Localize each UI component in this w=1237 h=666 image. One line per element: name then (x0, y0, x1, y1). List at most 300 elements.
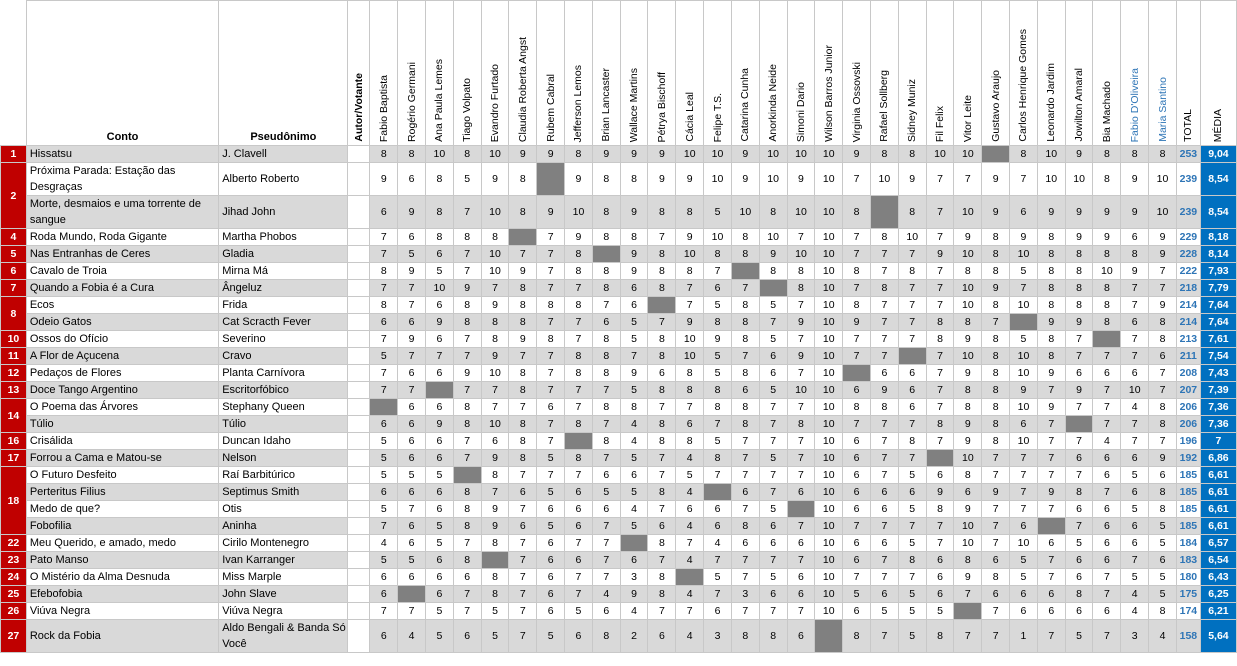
score-cell[interactable]: 6 (648, 365, 676, 382)
conto-cell[interactable]: O Mistério da Alma Desnuda (26, 569, 218, 586)
score-cell[interactable]: 7 (759, 552, 787, 569)
score-cell[interactable]: 9 (787, 348, 815, 365)
total-cell[interactable]: 206 (1176, 399, 1200, 416)
score-cell[interactable]: 9 (676, 314, 704, 331)
score-cell[interactable]: 7 (898, 331, 926, 348)
score-cell[interactable]: 9 (1149, 246, 1177, 263)
self-vote-blank-cell[interactable] (370, 399, 398, 416)
total-cell[interactable]: 192 (1176, 450, 1200, 467)
score-cell[interactable]: 4 (1121, 399, 1149, 416)
header-voter[interactable] (1149, 1, 1177, 146)
score-cell[interactable]: 6 (1065, 501, 1093, 518)
score-cell[interactable]: 10 (676, 246, 704, 263)
score-cell[interactable]: 6 (370, 314, 398, 331)
score-cell[interactable]: 7 (843, 348, 871, 365)
rank-cell[interactable]: 11 (1, 348, 27, 365)
score-cell[interactable]: 6 (1149, 552, 1177, 569)
self-vote-blank-cell[interactable] (870, 196, 898, 229)
score-cell[interactable]: 9 (1121, 163, 1149, 196)
score-cell[interactable]: 8 (509, 196, 537, 229)
score-cell[interactable]: 5 (565, 603, 593, 620)
score-cell[interactable]: 5 (898, 603, 926, 620)
score-cell[interactable]: 4 (704, 535, 732, 552)
total-cell[interactable]: 174 (1176, 603, 1200, 620)
score-cell[interactable]: 7 (1149, 433, 1177, 450)
score-cell[interactable]: 8 (592, 620, 620, 653)
header-voter[interactable] (843, 1, 871, 146)
score-cell[interactable]: 7 (509, 603, 537, 620)
pseudonimo-cell[interactable]: Duncan Idaho (219, 433, 348, 450)
score-cell[interactable]: 7 (648, 314, 676, 331)
header-voter[interactable] (1065, 1, 1093, 146)
score-cell[interactable]: 7 (1065, 518, 1093, 535)
score-cell[interactable]: 9 (954, 229, 982, 246)
score-cell[interactable]: 6 (1037, 586, 1065, 603)
score-cell[interactable]: 8 (787, 280, 815, 297)
score-cell[interactable]: 8 (1093, 146, 1121, 163)
score-cell[interactable]: 8 (592, 229, 620, 246)
score-cell[interactable]: 6 (537, 603, 565, 620)
score-cell[interactable]: 8 (1149, 314, 1177, 331)
score-cell[interactable]: 8 (565, 450, 593, 467)
score-cell[interactable]: 8 (731, 620, 759, 653)
autor-votante-cell[interactable] (348, 501, 370, 518)
score-cell[interactable]: 5 (398, 552, 426, 569)
score-cell[interactable]: 10 (926, 146, 954, 163)
media-cell[interactable]: 9,04 (1200, 146, 1236, 163)
score-cell[interactable]: 8 (1149, 331, 1177, 348)
rank-cell[interactable]: 22 (1, 535, 27, 552)
score-cell[interactable]: 6 (898, 484, 926, 501)
score-cell[interactable]: 7 (787, 365, 815, 382)
score-cell[interactable]: 7 (1010, 484, 1038, 501)
score-cell[interactable]: 7 (870, 450, 898, 467)
score-cell[interactable]: 10 (759, 163, 787, 196)
score-cell[interactable]: 9 (620, 246, 648, 263)
total-cell[interactable]: 206 (1176, 416, 1200, 433)
conto-cell[interactable]: Roda Mundo, Roda Gigante (26, 229, 218, 246)
score-cell[interactable]: 7 (509, 246, 537, 263)
score-cell[interactable]: 9 (731, 163, 759, 196)
score-cell[interactable]: 9 (648, 146, 676, 163)
score-cell[interactable]: 7 (370, 518, 398, 535)
score-cell[interactable]: 7 (787, 603, 815, 620)
rank-cell[interactable]: 18 (1, 467, 27, 535)
score-cell[interactable]: 10 (815, 163, 843, 196)
score-cell[interactable]: 9 (425, 416, 453, 433)
total-cell[interactable]: 208 (1176, 365, 1200, 382)
score-cell[interactable]: 10 (954, 280, 982, 297)
score-cell[interactable]: 8 (565, 246, 593, 263)
score-cell[interactable]: 9 (620, 196, 648, 229)
score-cell[interactable]: 7 (982, 314, 1010, 331)
autor-votante-cell[interactable] (348, 196, 370, 229)
score-cell[interactable]: 10 (704, 163, 732, 196)
score-cell[interactable]: 7 (898, 314, 926, 331)
autor-votante-cell[interactable] (348, 263, 370, 280)
score-cell[interactable]: 9 (565, 229, 593, 246)
score-cell[interactable]: 5 (425, 620, 453, 653)
score-cell[interactable]: 6 (787, 620, 815, 653)
pseudonimo-cell[interactable]: Nelson (219, 450, 348, 467)
score-cell[interactable]: 6 (453, 569, 481, 586)
score-cell[interactable]: 6 (648, 518, 676, 535)
score-cell[interactable]: 10 (565, 196, 593, 229)
autor-votante-cell[interactable] (348, 331, 370, 348)
rank-cell[interactable]: 4 (1, 229, 27, 246)
score-cell[interactable]: 6 (1121, 365, 1149, 382)
total-cell[interactable]: 175 (1176, 586, 1200, 603)
score-cell[interactable]: 8 (1065, 263, 1093, 280)
conto-cell[interactable]: Perteritus Filius (26, 484, 218, 501)
autor-votante-cell[interactable] (348, 569, 370, 586)
score-cell[interactable]: 9 (676, 163, 704, 196)
score-cell[interactable]: 10 (481, 146, 509, 163)
score-cell[interactable]: 7 (926, 196, 954, 229)
score-cell[interactable]: 9 (509, 146, 537, 163)
score-cell[interactable]: 7 (1037, 416, 1065, 433)
rank-cell[interactable]: 5 (1, 246, 27, 263)
score-cell[interactable]: 5 (843, 586, 871, 603)
score-cell[interactable]: 9 (954, 569, 982, 586)
score-cell[interactable]: 8 (954, 399, 982, 416)
header-voter[interactable] (1037, 1, 1065, 146)
pseudonimo-cell[interactable]: Frida (219, 297, 348, 314)
media-cell[interactable]: 6,61 (1200, 518, 1236, 535)
score-cell[interactable]: 8 (1065, 297, 1093, 314)
score-cell[interactable]: 6 (398, 484, 426, 501)
header-voter[interactable] (731, 1, 759, 146)
rank-cell[interactable]: 12 (1, 365, 27, 382)
score-cell[interactable]: 5 (398, 246, 426, 263)
score-cell[interactable]: 6 (370, 416, 398, 433)
header-voter[interactable] (926, 1, 954, 146)
self-vote-blank-cell[interactable] (425, 382, 453, 399)
media-cell[interactable]: 7,61 (1200, 331, 1236, 348)
score-cell[interactable]: 6 (1093, 552, 1121, 569)
score-cell[interactable]: 6 (759, 586, 787, 603)
score-cell[interactable]: 7 (1010, 280, 1038, 297)
score-cell[interactable]: 8 (982, 416, 1010, 433)
score-cell[interactable]: 6 (843, 552, 871, 569)
rank-cell[interactable]: 13 (1, 382, 27, 399)
score-cell[interactable]: 10 (1010, 535, 1038, 552)
score-cell[interactable]: 7 (398, 603, 426, 620)
score-cell[interactable]: 7 (870, 314, 898, 331)
score-cell[interactable]: 10 (815, 246, 843, 263)
score-cell[interactable]: 7 (731, 450, 759, 467)
score-cell[interactable]: 8 (898, 263, 926, 280)
score-cell[interactable]: 7 (898, 518, 926, 535)
score-cell[interactable]: 10 (815, 263, 843, 280)
total-cell[interactable]: 207 (1176, 382, 1200, 399)
score-cell[interactable]: 7 (870, 331, 898, 348)
score-cell[interactable]: 10 (815, 196, 843, 229)
score-cell[interactable]: 7 (676, 399, 704, 416)
score-cell[interactable]: 8 (648, 416, 676, 433)
score-cell[interactable]: 8 (787, 416, 815, 433)
self-vote-blank-cell[interactable] (648, 297, 676, 314)
total-cell[interactable]: 185 (1176, 501, 1200, 518)
score-cell[interactable]: 6 (926, 552, 954, 569)
score-cell[interactable]: 9 (982, 163, 1010, 196)
score-cell[interactable]: 6 (1093, 535, 1121, 552)
score-cell[interactable]: 7 (537, 416, 565, 433)
self-vote-blank-cell[interactable] (982, 146, 1010, 163)
score-cell[interactable]: 6 (787, 586, 815, 603)
score-cell[interactable]: 6 (843, 484, 871, 501)
score-cell[interactable]: 7 (759, 433, 787, 450)
header-voter[interactable] (565, 1, 593, 146)
conto-cell[interactable]: Odeio Gatos (26, 314, 218, 331)
score-cell[interactable]: 6 (704, 518, 732, 535)
score-cell[interactable]: 6 (565, 620, 593, 653)
score-cell[interactable]: 9 (1037, 365, 1065, 382)
score-cell[interactable]: 10 (787, 146, 815, 163)
score-cell[interactable]: 8 (453, 552, 481, 569)
score-cell[interactable]: 6 (954, 484, 982, 501)
score-cell[interactable]: 6 (648, 620, 676, 653)
score-cell[interactable]: 9 (787, 314, 815, 331)
header-voter[interactable] (620, 1, 648, 146)
score-cell[interactable]: 7 (731, 433, 759, 450)
score-cell[interactable]: 5 (370, 348, 398, 365)
score-cell[interactable]: 7 (592, 297, 620, 314)
score-cell[interactable]: 6 (398, 535, 426, 552)
header-voter[interactable] (954, 1, 982, 146)
score-cell[interactable]: 6 (537, 501, 565, 518)
score-cell[interactable]: 5 (898, 620, 926, 653)
score-cell[interactable]: 7 (870, 433, 898, 450)
score-cell[interactable]: 8 (982, 229, 1010, 246)
score-cell[interactable]: 5 (1149, 569, 1177, 586)
total-cell[interactable]: 218 (1176, 280, 1200, 297)
score-cell[interactable]: 8 (370, 297, 398, 314)
conto-cell[interactable]: Cavalo de Troia (26, 263, 218, 280)
score-cell[interactable]: 6 (537, 569, 565, 586)
score-cell[interactable]: 6 (1093, 603, 1121, 620)
score-cell[interactable]: 6 (926, 467, 954, 484)
conto-cell[interactable]: A Flor de Açucena (26, 348, 218, 365)
autor-votante-cell[interactable] (348, 620, 370, 653)
score-cell[interactable]: 8 (1065, 246, 1093, 263)
score-cell[interactable]: 10 (815, 603, 843, 620)
score-cell[interactable]: 7 (926, 348, 954, 365)
score-cell[interactable]: 10 (815, 416, 843, 433)
header-voter[interactable] (425, 1, 453, 146)
header-voter[interactable] (537, 1, 565, 146)
score-cell[interactable]: 7 (926, 399, 954, 416)
autor-votante-cell[interactable] (348, 416, 370, 433)
score-cell[interactable]: 10 (1149, 163, 1177, 196)
header-voter[interactable] (898, 1, 926, 146)
score-cell[interactable]: 6 (425, 501, 453, 518)
score-cell[interactable]: 9 (982, 484, 1010, 501)
score-cell[interactable]: 7 (1149, 382, 1177, 399)
score-cell[interactable]: 5 (370, 433, 398, 450)
score-cell[interactable]: 6 (759, 535, 787, 552)
score-cell[interactable]: 4 (1121, 603, 1149, 620)
score-cell[interactable]: 8 (676, 365, 704, 382)
score-cell[interactable]: 9 (1121, 263, 1149, 280)
score-cell[interactable]: 7 (453, 586, 481, 603)
score-cell[interactable]: 6 (398, 399, 426, 416)
score-cell[interactable]: 9 (620, 146, 648, 163)
header-voter[interactable] (1121, 1, 1149, 146)
score-cell[interactable]: 10 (954, 348, 982, 365)
score-cell[interactable]: 7 (898, 246, 926, 263)
score-cell[interactable]: 8 (592, 280, 620, 297)
score-cell[interactable]: 4 (620, 501, 648, 518)
score-cell[interactable]: 7 (898, 280, 926, 297)
score-cell[interactable]: 10 (1065, 163, 1093, 196)
score-cell[interactable]: 10 (815, 467, 843, 484)
score-cell[interactable]: 6 (898, 365, 926, 382)
score-cell[interactable]: 10 (954, 297, 982, 314)
score-cell[interactable]: 10 (815, 399, 843, 416)
self-vote-blank-cell[interactable] (898, 348, 926, 365)
score-cell[interactable]: 9 (509, 331, 537, 348)
score-cell[interactable]: 6 (425, 586, 453, 603)
rank-cell[interactable]: 6 (1, 263, 27, 280)
score-cell[interactable]: 7 (954, 163, 982, 196)
score-cell[interactable]: 7 (1037, 382, 1065, 399)
score-cell[interactable]: 7 (398, 382, 426, 399)
score-cell[interactable]: 8 (1065, 280, 1093, 297)
score-cell[interactable]: 7 (537, 246, 565, 263)
score-cell[interactable]: 7 (870, 246, 898, 263)
self-vote-blank-cell[interactable] (843, 365, 871, 382)
score-cell[interactable]: 9 (759, 246, 787, 263)
score-cell[interactable]: 2 (620, 620, 648, 653)
score-cell[interactable]: 9 (1149, 450, 1177, 467)
score-cell[interactable]: 8 (926, 620, 954, 653)
score-cell[interactable]: 6 (926, 586, 954, 603)
score-cell[interactable]: 8 (1065, 484, 1093, 501)
score-cell[interactable]: 5 (704, 433, 732, 450)
score-cell[interactable]: 6 (982, 552, 1010, 569)
score-cell[interactable]: 8 (481, 314, 509, 331)
score-cell[interactable]: 8 (453, 297, 481, 314)
conto-cell[interactable]: Ossos do Ofício (26, 331, 218, 348)
score-cell[interactable]: 7 (537, 365, 565, 382)
score-cell[interactable]: 7 (453, 450, 481, 467)
score-cell[interactable]: 7 (1093, 399, 1121, 416)
score-cell[interactable]: 6 (898, 382, 926, 399)
score-cell[interactable]: 10 (1010, 297, 1038, 314)
score-cell[interactable]: 5 (1065, 535, 1093, 552)
score-cell[interactable]: 7 (787, 399, 815, 416)
score-cell[interactable]: 7 (759, 314, 787, 331)
score-cell[interactable]: 7 (926, 280, 954, 297)
score-cell[interactable]: 5 (1010, 263, 1038, 280)
score-cell[interactable]: 7 (592, 552, 620, 569)
conto-cell[interactable]: Rock da Fobia (26, 620, 218, 653)
score-cell[interactable]: 7 (843, 229, 871, 246)
score-cell[interactable]: 7 (370, 603, 398, 620)
media-cell[interactable]: 7,64 (1200, 314, 1236, 331)
score-cell[interactable]: 6 (1121, 229, 1149, 246)
score-cell[interactable]: 9 (592, 146, 620, 163)
conto-cell[interactable]: Nas Entranhas de Ceres (26, 246, 218, 263)
score-cell[interactable]: 6 (565, 552, 593, 569)
score-cell[interactable]: 7 (453, 331, 481, 348)
score-cell[interactable]: 5 (759, 569, 787, 586)
total-cell[interactable]: 253 (1176, 146, 1200, 163)
score-cell[interactable]: 9 (954, 331, 982, 348)
score-cell[interactable]: 6 (398, 365, 426, 382)
media-cell[interactable]: 8,54 (1200, 163, 1236, 196)
score-cell[interactable]: 8 (704, 314, 732, 331)
score-cell[interactable]: 7 (926, 518, 954, 535)
score-cell[interactable]: 8 (425, 163, 453, 196)
total-cell[interactable]: 180 (1176, 569, 1200, 586)
score-cell[interactable]: 7 (1065, 467, 1093, 484)
autor-votante-cell[interactable] (348, 382, 370, 399)
autor-votante-cell[interactable] (348, 603, 370, 620)
score-cell[interactable]: 6 (759, 348, 787, 365)
score-cell[interactable]: 9 (954, 416, 982, 433)
score-cell[interactable]: 8 (648, 246, 676, 263)
score-cell[interactable]: 4 (592, 586, 620, 603)
score-cell[interactable]: 6 (843, 450, 871, 467)
score-cell[interactable]: 8 (898, 146, 926, 163)
score-cell[interactable]: 6 (398, 229, 426, 246)
score-cell[interactable]: 8 (926, 501, 954, 518)
total-cell[interactable]: 222 (1176, 263, 1200, 280)
score-cell[interactable]: 7 (926, 382, 954, 399)
score-cell[interactable]: 7 (870, 263, 898, 280)
score-cell[interactable]: 7 (1010, 450, 1038, 467)
score-cell[interactable]: 4 (676, 620, 704, 653)
score-cell[interactable]: 8 (843, 297, 871, 314)
score-cell[interactable]: 5 (537, 620, 565, 653)
score-cell[interactable]: 9 (843, 146, 871, 163)
score-cell[interactable]: 8 (731, 314, 759, 331)
score-cell[interactable]: 10 (954, 146, 982, 163)
score-cell[interactable]: 7 (898, 416, 926, 433)
pseudonimo-cell[interactable]: Túlio (219, 416, 348, 433)
score-cell[interactable]: 9 (1037, 484, 1065, 501)
pseudonimo-cell[interactable]: Mirna Má (219, 263, 348, 280)
score-cell[interactable]: 5 (759, 331, 787, 348)
autor-votante-cell[interactable] (348, 297, 370, 314)
score-cell[interactable]: 7 (870, 620, 898, 653)
score-cell[interactable]: 8 (926, 416, 954, 433)
score-cell[interactable]: 7 (453, 246, 481, 263)
score-cell[interactable]: 8 (648, 484, 676, 501)
score-cell[interactable]: 7 (731, 280, 759, 297)
score-cell[interactable]: 6 (425, 331, 453, 348)
score-cell[interactable]: 8 (648, 196, 676, 229)
score-cell[interactable]: 7 (1121, 297, 1149, 314)
score-cell[interactable]: 9 (982, 196, 1010, 229)
score-cell[interactable]: 7 (926, 297, 954, 314)
pseudonimo-cell[interactable]: Cirilo Montenegro (219, 535, 348, 552)
score-cell[interactable]: 10 (815, 146, 843, 163)
score-cell[interactable]: 8 (704, 399, 732, 416)
score-cell[interactable]: 8 (704, 450, 732, 467)
score-cell[interactable]: 9 (731, 146, 759, 163)
score-cell[interactable]: 7 (592, 518, 620, 535)
score-cell[interactable]: 8 (565, 365, 593, 382)
score-cell[interactable]: 8 (592, 399, 620, 416)
self-vote-blank-cell[interactable] (1093, 331, 1121, 348)
score-cell[interactable]: 8 (648, 586, 676, 603)
rank-cell[interactable]: 16 (1, 433, 27, 450)
score-cell[interactable]: 8 (676, 196, 704, 229)
score-cell[interactable]: 7 (481, 399, 509, 416)
